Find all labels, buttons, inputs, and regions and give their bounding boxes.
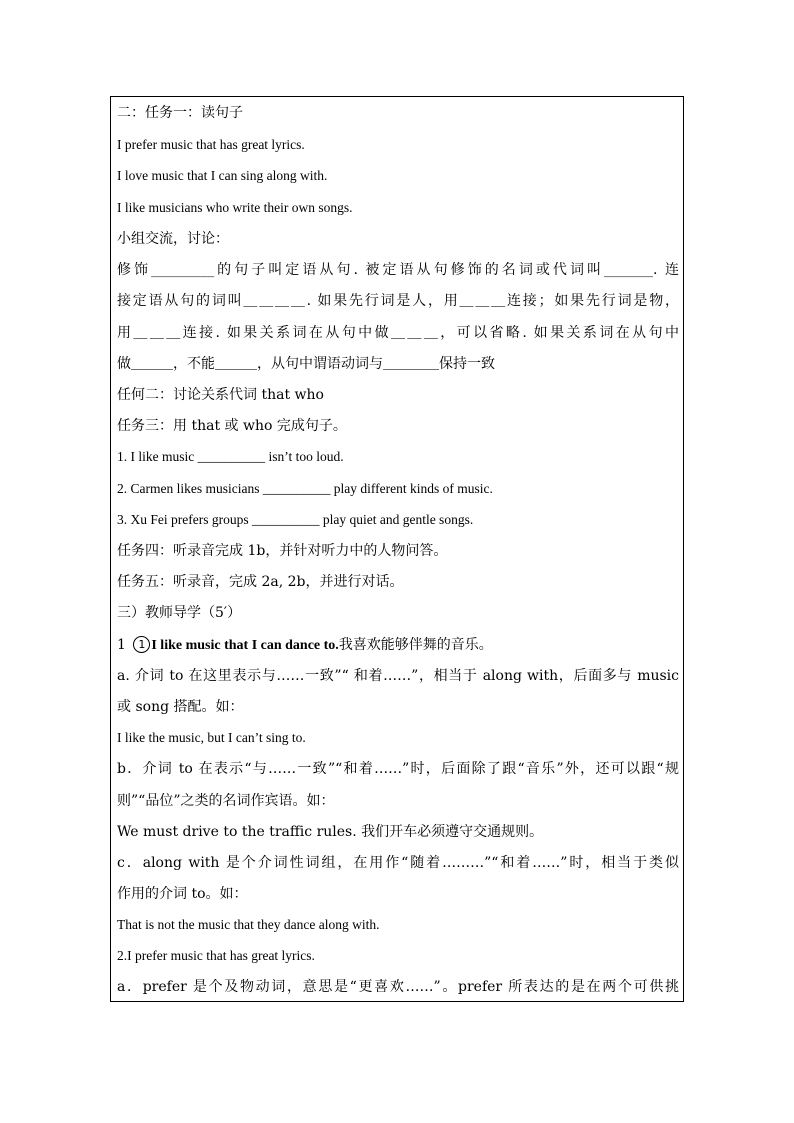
guide-item-1 <box>117 635 679 656</box>
note-b-line-1: b．介词 to 在表示“与……一致”“和着……”时，后面除了跟“音乐”外，还可以跟“规 <box>117 761 679 777</box>
example-sentence-c: That is not the music that they dance along with. <box>117 917 380 932</box>
example-sentence-a: I like the music, but I can’t sing to. <box>117 730 306 745</box>
note-a-line-2: 或 song 搭配。如： <box>117 699 244 715</box>
task3-heading: 任务三：用 that 或 who 完成句子。 <box>117 418 347 434</box>
guide-item-2: 2.I prefer music that has great lyrics. <box>117 948 315 963</box>
discussion-text-line-2: 接定语从句的词叫＿＿＿＿. 如果先行词是人，用＿＿＿连接；如果先行词是物， <box>117 293 679 309</box>
note-c-line-1: c．along with 是个介词性词组，在用作“随着………”“和着……”时，相当于类似 <box>117 855 679 871</box>
lesson-table-cell <box>110 96 684 1002</box>
exercise-2: 2. Carmen likes musicians __________ play different kinds of music. <box>117 481 493 496</box>
exercise-1: 1. I like music __________ isn’t too loud. <box>117 449 344 464</box>
sentence-2: I love music that I can sing along with. <box>117 168 328 183</box>
task4-heading: 任务四：听录音完成 1b，并针对听力中的人物问答。 <box>117 543 448 559</box>
example-sentence-b: We must drive to the traffic rules. 我们开车必须遵守交通规则。 <box>117 824 544 840</box>
discussion-text-line-3: 用＿＿＿连接. 如果关系词在从句中做＿＿＿，可以省略. 如果关系词在从句中 <box>117 325 679 341</box>
note-b-line-2: 则”“品位”之类的名词作宾语。如： <box>117 793 335 809</box>
discussion-text-line-4: 做＿＿＿，不能＿＿＿，从句中谓语动词与＿＿＿＿保持一致 <box>117 356 495 372</box>
sentence-1: I prefer music that has great lyrics. <box>117 137 305 152</box>
task2-heading: 任何二：讨论关系代词 that who <box>117 387 324 403</box>
sentence-3: I like musicians who write their own songs. <box>117 200 353 215</box>
section-heading-teacher-guide: 三）教师导学（5′） <box>117 605 242 621</box>
exercise-3: 3. Xu Fei prefers groups __________ play quiet and gentle songs. <box>117 512 474 527</box>
discussion-text-line-1: 修饰_________的句子叫定语从句. 被定语从句修饰的名词或代词叫_______. 连 <box>117 262 679 278</box>
note-prefer-line-1: a．prefer 是个及物动词，意思是“更喜欢……”。prefer 所表达的是在两个可供挑 <box>117 979 679 995</box>
circled-number-1: 1 <box>133 636 150 653</box>
task5-heading: 任务五：听录音，完成 2a, 2b，并进行对话。 <box>117 574 404 590</box>
note-c-line-2: 作用的介词 to。如： <box>117 886 248 902</box>
guide-item-1-sentence: I like music that I can dance to. <box>151 638 339 653</box>
section-heading-task1: 二：任务一：读句子 <box>117 105 243 121</box>
note-a-line-1: a. 介词 to 在这里表示与……一致”“ 和着……”，相当于 along with，后面多与 music <box>117 668 679 684</box>
guide-item-1-translation: 我喜欢能够伴舞的音乐。 <box>338 637 493 653</box>
group-discussion-label: 小组交流，讨论： <box>117 231 229 247</box>
guide-item-1-number: 1 <box>117 637 131 653</box>
